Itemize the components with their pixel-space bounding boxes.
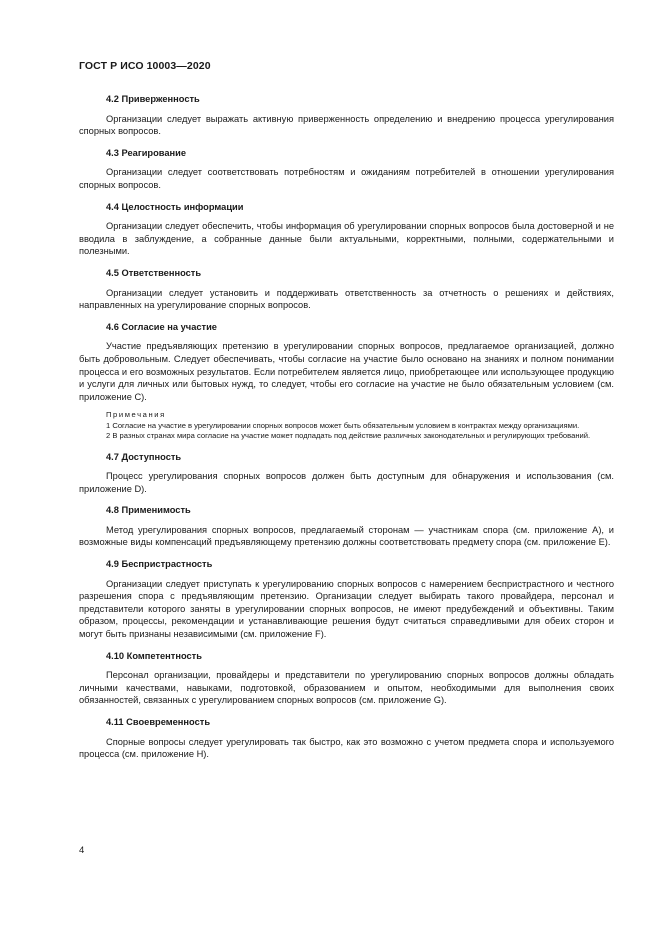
section-paragraph: Персонал организации, провайдеры и представители по урегулированию спорных вопросов должны обладать личными качествами, навыками, подготовкой, образованием и опытом, необходимыми для выполнения своих обязанностей, связанных с урегулированием спорных вопросов (см. приложение G). (79, 670, 614, 706)
section-paragraph: Организации следует соответствовать потребностям и ожиданиям потребителей в отношении урегулирования спорных вопросов. (79, 167, 614, 190)
section-paragraph: Организации следует приступать к урегулированию спорных вопросов с намерением беспристрастного и честного разрешения спора с предъявляющим претензию. Организации следует выбирать такого провайдера, персонал и представители которого заняты в урегулировании спорных вопросов, не имеют предубеждений и объективны. Таким образом, процессы, рекомендации и устанавливающие решения будут считаться справедливыми для обеих сторон и могут быть признаны независимыми (см. приложение F). (79, 578, 614, 640)
section-paragraph: Организации следует выражать активную приверженность определению и внедрению процесса урегулирования спорных вопросов. (79, 113, 614, 137)
section-heading: 4.8 Применимость (106, 505, 191, 516)
section-4-9 (79, 558, 614, 641)
section-heading: 4.11 Своевременность (106, 717, 211, 727)
document-header: ГОСТ Р ИСО 10003—2020 (79, 60, 211, 72)
document-body (79, 93, 614, 770)
note-2: 2 В разных странах мира согласие на участие может подпадать под действие различных законодательных и регулирующих требований. (106, 431, 591, 441)
section-4-7 (79, 451, 614, 496)
section-paragraph: Организации следует установить и поддерживать ответственность за отчетность о решениях и действиях, направленных на урегулирование спорных вопросов. (79, 287, 614, 311)
section-heading: 4.10 Компетентность (106, 650, 202, 661)
section-4-5 (79, 267, 614, 312)
section-heading: 4.3 Реагирование (106, 147, 187, 158)
section-heading: 4.4 Целостность информации (106, 201, 244, 212)
section-heading: 4.5 Ответственность (106, 267, 202, 278)
section-heading: 4.6 Согласие на участие (106, 321, 217, 332)
page-number: 4 (79, 845, 85, 856)
notes-block (79, 410, 614, 441)
note-1: 1 Согласие на участие в урегулировании спорных вопросов может быть обязательным условием в контрактах между организациями. (106, 420, 580, 430)
section-4-11 (79, 716, 614, 761)
section-paragraph: Участие предъявляющих претензию в урегулировании спорных вопросов, предлагаемое организацией, должно быть добровольным. Следует обеспечивать, чтобы согласие на участие было основано на знаниях и полном понимании процесса и его возможных результатов. Если потребителем является лицо, приобретающее или использующее продукцию и услуги для личных или бытовых нужд, то следует, чтобы его согласие на участие не было обязательным условием (см. приложение С). (79, 341, 614, 402)
section-4-8 (79, 504, 614, 549)
section-4-2 (79, 93, 614, 138)
section-4-4 (79, 201, 614, 258)
notes-title: Примечания (106, 410, 166, 420)
section-4-3 (79, 147, 614, 192)
section-heading: 4.9 Беспристрастность (106, 559, 213, 570)
section-paragraph: Организации следует обеспечить, чтобы информация об урегулировании спорных вопросов была достоверной и не вводила в заблуждение, а собранные данные были актуальными, корректными, полными, содержательными и полезными. (79, 221, 614, 257)
section-4-6 (79, 321, 614, 442)
section-heading: 4.2 Приверженность (106, 94, 200, 104)
section-paragraph: Метод урегулирования спорных вопросов, предлагаемый сторонам — участникам спора (см. приложение А), и возможные виды компенсаций предъявляющему претензию должны соответствовать предмету спора (см. приложение E). (79, 524, 614, 548)
section-paragraph: Процесс урегулирования спорных вопросов должен быть доступным для обнаружения и использования (см. приложение D). (79, 471, 614, 494)
section-4-10 (79, 650, 614, 707)
section-heading: 4.7 Доступность (106, 451, 182, 462)
section-paragraph: Спорные вопросы следует урегулировать так быстро, как это возможно с учетом предмета спора и используемого процесса (см. приложение H). (79, 736, 614, 760)
